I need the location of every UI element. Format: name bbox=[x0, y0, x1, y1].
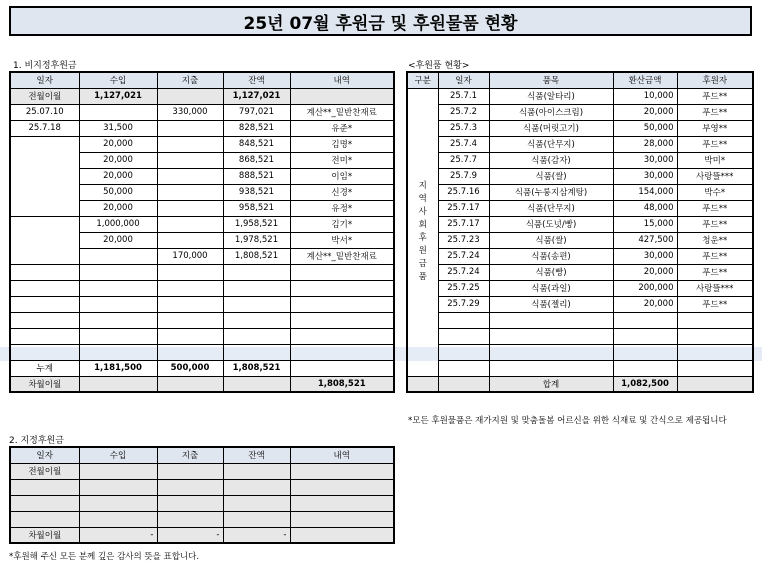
category-char: 역 bbox=[418, 194, 427, 204]
total-row bbox=[407, 376, 753, 392]
donor-cell: 푸드** bbox=[677, 264, 753, 280]
donor-cell: 박미* bbox=[677, 152, 753, 168]
date-cell: 25.7.29 bbox=[438, 296, 489, 312]
column-header: 수입 bbox=[79, 447, 157, 463]
column-header: 일자 bbox=[438, 72, 489, 88]
category-cell bbox=[407, 88, 438, 376]
page-title: 25년 07월 후원금 및 후원물품 현황 bbox=[9, 6, 752, 36]
income-cell: 31,500 bbox=[79, 120, 157, 136]
desc-cell: 계산**_밑반찬재료 bbox=[290, 104, 394, 120]
desc-cell: 김명* bbox=[290, 136, 394, 152]
goods-note: *모든 후원물품은 재가지원 및 맞춤돌봄 어르신을 위한 식재료 및 간식으로 제공됩니다 bbox=[408, 416, 727, 426]
section3-label: 2. 지정후원금 bbox=[9, 436, 64, 446]
item-cell: 식품(아이스크림) bbox=[489, 104, 613, 120]
column-header: 품목 bbox=[489, 72, 613, 88]
table-cell bbox=[438, 344, 489, 360]
column-header: 지출 bbox=[157, 72, 223, 88]
table-cell bbox=[223, 344, 290, 360]
table-cell bbox=[79, 296, 157, 312]
empty-row bbox=[10, 479, 394, 495]
table-cell bbox=[157, 495, 223, 511]
total-expense: 500,000 bbox=[157, 360, 223, 376]
carry-out-balance: - bbox=[223, 527, 290, 543]
date-cell: 25.7.24 bbox=[438, 264, 489, 280]
carry-in-row bbox=[10, 463, 394, 479]
table-cell bbox=[10, 280, 79, 296]
income-cell: 1,000,000 bbox=[79, 216, 157, 232]
section1-label: 1. 비지정후원금 bbox=[13, 61, 77, 71]
table-cell bbox=[157, 280, 223, 296]
balance-cell: 958,521 bbox=[223, 200, 290, 216]
empty-row bbox=[10, 344, 394, 360]
balance-cell: 938,521 bbox=[223, 184, 290, 200]
table-cell bbox=[489, 312, 613, 328]
total-row bbox=[10, 360, 394, 376]
column-header: 후원자 bbox=[677, 72, 753, 88]
balance-cell: 848,521 bbox=[223, 136, 290, 152]
donor-cell: 푸드** bbox=[677, 104, 753, 120]
category-char: 원 bbox=[418, 246, 427, 256]
date-cell: 25.7.25 bbox=[438, 280, 489, 296]
table-cell bbox=[438, 312, 489, 328]
column-header: 수입 bbox=[79, 72, 157, 88]
category-char: 사 bbox=[418, 207, 427, 217]
table-cell bbox=[290, 328, 394, 344]
expense-cell bbox=[157, 168, 223, 184]
balance-cell: 1,958,521 bbox=[223, 216, 290, 232]
table-cell bbox=[10, 511, 79, 527]
donor-cell: 박수* bbox=[677, 184, 753, 200]
table-cell bbox=[10, 479, 79, 495]
item-cell: 식품(도넛/빵) bbox=[489, 216, 613, 232]
table-cell bbox=[489, 328, 613, 344]
table-cell bbox=[290, 360, 394, 376]
table-row bbox=[407, 232, 753, 248]
table-row bbox=[407, 104, 753, 120]
table-cell bbox=[10, 344, 79, 360]
header-row bbox=[10, 72, 394, 88]
amount-cell: 30,000 bbox=[613, 168, 677, 184]
expense-cell bbox=[157, 200, 223, 216]
table-row bbox=[407, 168, 753, 184]
empty-row bbox=[407, 344, 753, 360]
table-cell bbox=[438, 360, 489, 376]
table-cell bbox=[157, 344, 223, 360]
carry-in-balance: 1,127,021 bbox=[223, 88, 290, 104]
column-header: 일자 bbox=[10, 447, 79, 463]
category-char: 금 bbox=[418, 259, 427, 269]
table-cell bbox=[223, 264, 290, 280]
carry-out-income: - bbox=[79, 527, 157, 543]
donor-cell: 푸드** bbox=[677, 296, 753, 312]
amount-cell: 30,000 bbox=[613, 248, 677, 264]
date-cell: 25.7.1 bbox=[438, 88, 489, 104]
empty-row bbox=[407, 312, 753, 328]
table-cell bbox=[223, 376, 290, 392]
table-cell bbox=[223, 280, 290, 296]
amount-cell: 20,000 bbox=[613, 296, 677, 312]
balance-cell: 1,978,521 bbox=[223, 232, 290, 248]
balance-cell: 868,521 bbox=[223, 152, 290, 168]
item-cell: 식품(과일) bbox=[489, 280, 613, 296]
empty-row bbox=[10, 280, 394, 296]
table-cell bbox=[677, 376, 753, 392]
empty-row bbox=[407, 328, 753, 344]
desc-cell: 박서* bbox=[290, 232, 394, 248]
empty-row bbox=[407, 360, 753, 376]
table-cell bbox=[223, 296, 290, 312]
expense-cell bbox=[157, 136, 223, 152]
table-cell bbox=[290, 312, 394, 328]
table-cell bbox=[223, 511, 290, 527]
amount-cell: 427,500 bbox=[613, 232, 677, 248]
table-cell bbox=[290, 280, 394, 296]
section2-label: <후원품 현황> bbox=[408, 61, 470, 71]
item-cell: 식품(알타리) bbox=[489, 88, 613, 104]
carry-out-row bbox=[10, 376, 394, 392]
table-cell bbox=[157, 376, 223, 392]
carry-in-label: 전월이월 bbox=[10, 88, 79, 104]
table-cell bbox=[290, 264, 394, 280]
non-designated-donation-table bbox=[9, 71, 395, 393]
table-row bbox=[407, 248, 753, 264]
header-row bbox=[10, 447, 394, 463]
table-cell bbox=[79, 312, 157, 328]
expense-cell bbox=[157, 184, 223, 200]
item-cell: 식품(감자) bbox=[489, 152, 613, 168]
column-header: 내역 bbox=[290, 72, 394, 88]
table-cell bbox=[223, 479, 290, 495]
table-cell bbox=[157, 463, 223, 479]
desc-cell: 유정* bbox=[290, 200, 394, 216]
column-header: 환산금액 bbox=[613, 72, 677, 88]
category-char: 지 bbox=[418, 181, 427, 191]
table-cell bbox=[677, 344, 753, 360]
table-cell bbox=[157, 264, 223, 280]
table-row bbox=[407, 184, 753, 200]
table-row bbox=[407, 120, 753, 136]
table-cell bbox=[290, 296, 394, 312]
date-cell: 25.7.18 bbox=[10, 120, 79, 136]
table-cell bbox=[79, 463, 157, 479]
expense-cell bbox=[157, 120, 223, 136]
table-cell bbox=[10, 296, 79, 312]
table-cell bbox=[438, 328, 489, 344]
date-cell: 25.7.17 bbox=[438, 216, 489, 232]
expense-cell: 170,000 bbox=[157, 248, 223, 264]
carry-out-expense: - bbox=[157, 527, 223, 543]
balance-cell: 1,808,521 bbox=[223, 248, 290, 264]
total-balance: 1,808,521 bbox=[223, 360, 290, 376]
donor-cell: 부영** bbox=[677, 120, 753, 136]
table-cell bbox=[407, 376, 438, 392]
empty-row bbox=[10, 264, 394, 280]
empty-row bbox=[10, 296, 394, 312]
carry-in-income: 1,127,021 bbox=[79, 88, 157, 104]
donor-cell: 푸드** bbox=[677, 88, 753, 104]
table-row bbox=[407, 200, 753, 216]
carry-out-label: 차월이월 bbox=[10, 376, 79, 392]
amount-cell: 20,000 bbox=[613, 104, 677, 120]
table-cell bbox=[290, 511, 394, 527]
total-label: 누계 bbox=[10, 360, 79, 376]
header-row bbox=[407, 72, 753, 88]
income-cell bbox=[79, 104, 157, 120]
desc-cell: 김기* bbox=[290, 216, 394, 232]
empty-row bbox=[10, 328, 394, 344]
income-cell: 20,000 bbox=[79, 168, 157, 184]
expense-cell bbox=[157, 232, 223, 248]
amount-cell: 200,000 bbox=[613, 280, 677, 296]
table-cell bbox=[79, 264, 157, 280]
table-cell bbox=[79, 511, 157, 527]
item-cell: 식품(쌀) bbox=[489, 232, 613, 248]
balance-cell: 888,521 bbox=[223, 168, 290, 184]
item-cell: 식품(단무지) bbox=[489, 200, 613, 216]
total-amount: 1,082,500 bbox=[613, 376, 677, 392]
expense-cell bbox=[157, 216, 223, 232]
donor-cell: 푸드** bbox=[677, 200, 753, 216]
column-header: 구분 bbox=[407, 72, 438, 88]
table-cell bbox=[10, 312, 79, 328]
table-row bbox=[10, 136, 394, 152]
category-char: 후 bbox=[418, 233, 427, 243]
table-cell bbox=[157, 296, 223, 312]
desc-cell: 전미* bbox=[290, 152, 394, 168]
date-cell bbox=[10, 216, 79, 264]
income-cell: 20,000 bbox=[79, 152, 157, 168]
date-cell: 25.7.17 bbox=[438, 200, 489, 216]
table-cell bbox=[79, 328, 157, 344]
date-cell: 25.7.24 bbox=[438, 248, 489, 264]
table-row bbox=[10, 216, 394, 232]
table-cell bbox=[223, 312, 290, 328]
item-cell: 식품(머릿고기) bbox=[489, 120, 613, 136]
table-cell bbox=[489, 360, 613, 376]
table-cell bbox=[79, 479, 157, 495]
table-cell bbox=[223, 495, 290, 511]
donor-cell: 푸드** bbox=[677, 136, 753, 152]
table-cell bbox=[290, 479, 394, 495]
desc-cell: 이임* bbox=[290, 168, 394, 184]
table-cell bbox=[290, 88, 394, 104]
amount-cell: 30,000 bbox=[613, 152, 677, 168]
table-cell bbox=[489, 344, 613, 360]
empty-row bbox=[10, 312, 394, 328]
expense-cell: 330,000 bbox=[157, 104, 223, 120]
table-row bbox=[407, 216, 753, 232]
table-cell bbox=[677, 312, 753, 328]
item-cell: 식품(쌀) bbox=[489, 168, 613, 184]
income-cell: 50,000 bbox=[79, 184, 157, 200]
table-cell bbox=[79, 376, 157, 392]
column-header: 내역 bbox=[290, 447, 394, 463]
date-cell bbox=[10, 136, 79, 216]
table-row bbox=[407, 152, 753, 168]
carry-out-value: 1,808,521 bbox=[290, 376, 394, 392]
item-cell: 식품(젤리) bbox=[489, 296, 613, 312]
total-income: 1,181,500 bbox=[79, 360, 157, 376]
date-cell: 25.7.4 bbox=[438, 136, 489, 152]
table-cell bbox=[79, 280, 157, 296]
table-cell bbox=[79, 495, 157, 511]
table-row bbox=[10, 104, 394, 120]
desc-cell: 계산**_밑반찬재료 bbox=[290, 248, 394, 264]
table-cell bbox=[79, 344, 157, 360]
table-cell bbox=[290, 463, 394, 479]
table-cell bbox=[10, 264, 79, 280]
column-header: 일자 bbox=[10, 72, 79, 88]
column-header: 잔액 bbox=[223, 72, 290, 88]
table-row bbox=[407, 88, 753, 104]
amount-cell: 28,000 bbox=[613, 136, 677, 152]
desc-cell: 유준* bbox=[290, 120, 394, 136]
desc-cell: 신경* bbox=[290, 184, 394, 200]
category-char: 품 bbox=[418, 272, 427, 282]
date-cell: 25.7.7 bbox=[438, 152, 489, 168]
date-cell: 25.7.23 bbox=[438, 232, 489, 248]
table-cell bbox=[290, 495, 394, 511]
income-cell: 20,000 bbox=[79, 200, 157, 216]
date-cell: 25.7.2 bbox=[438, 104, 489, 120]
carry-in-label: 전월이월 bbox=[10, 463, 79, 479]
date-cell: 25.7.3 bbox=[438, 120, 489, 136]
carry-out-row bbox=[10, 527, 394, 543]
table-row bbox=[407, 264, 753, 280]
table-cell bbox=[10, 495, 79, 511]
table-row bbox=[407, 296, 753, 312]
table-cell bbox=[613, 360, 677, 376]
table-cell bbox=[613, 328, 677, 344]
table-cell bbox=[677, 328, 753, 344]
table-row bbox=[407, 280, 753, 296]
table-cell bbox=[438, 376, 489, 392]
table-row bbox=[10, 120, 394, 136]
table-cell bbox=[290, 527, 394, 543]
balance-cell: 797,021 bbox=[223, 104, 290, 120]
item-cell: 식품(빵) bbox=[489, 264, 613, 280]
column-header: 지출 bbox=[157, 447, 223, 463]
donor-cell: 푸드** bbox=[677, 216, 753, 232]
category-char: 회 bbox=[418, 220, 427, 230]
empty-row bbox=[10, 511, 394, 527]
designated-donation-table bbox=[9, 446, 395, 544]
amount-cell: 15,000 bbox=[613, 216, 677, 232]
donor-cell: 푸드** bbox=[677, 248, 753, 264]
item-cell: 식품(누룽지삼계탕) bbox=[489, 184, 613, 200]
table-cell bbox=[157, 511, 223, 527]
footer-note: *후원해 주신 모든 분께 깊은 감사의 뜻을 표합니다. bbox=[9, 552, 200, 562]
donated-goods-table bbox=[406, 71, 754, 393]
balance-cell: 828,521 bbox=[223, 120, 290, 136]
table-cell bbox=[613, 312, 677, 328]
amount-cell: 10,000 bbox=[613, 88, 677, 104]
amount-cell: 20,000 bbox=[613, 264, 677, 280]
total-label: 합계 bbox=[489, 376, 613, 392]
amount-cell: 154,000 bbox=[613, 184, 677, 200]
table-cell bbox=[677, 360, 753, 376]
income-cell bbox=[79, 248, 157, 264]
table-cell bbox=[613, 344, 677, 360]
table-cell bbox=[157, 312, 223, 328]
table-cell bbox=[223, 463, 290, 479]
table-cell bbox=[10, 328, 79, 344]
table-cell bbox=[290, 344, 394, 360]
carry-in-row bbox=[10, 88, 394, 104]
donor-cell: 청운** bbox=[677, 232, 753, 248]
item-cell: 식품(송편) bbox=[489, 248, 613, 264]
amount-cell: 48,000 bbox=[613, 200, 677, 216]
table-cell bbox=[223, 328, 290, 344]
item-cell: 식품(단무지) bbox=[489, 136, 613, 152]
table-cell bbox=[157, 88, 223, 104]
donor-cell: 사랑뜰*** bbox=[677, 280, 753, 296]
expense-cell bbox=[157, 152, 223, 168]
donor-cell: 사랑뜰*** bbox=[677, 168, 753, 184]
column-header: 잔액 bbox=[223, 447, 290, 463]
date-cell: 25.7.16 bbox=[438, 184, 489, 200]
income-cell: 20,000 bbox=[79, 136, 157, 152]
table-cell bbox=[157, 328, 223, 344]
carry-out-label: 차월이월 bbox=[10, 527, 79, 543]
date-cell: 25.7.9 bbox=[438, 168, 489, 184]
income-cell: 20,000 bbox=[79, 232, 157, 248]
table-row bbox=[407, 136, 753, 152]
date-cell: 25.07.10 bbox=[10, 104, 79, 120]
empty-row bbox=[10, 495, 394, 511]
table-cell bbox=[157, 479, 223, 495]
amount-cell: 50,000 bbox=[613, 120, 677, 136]
